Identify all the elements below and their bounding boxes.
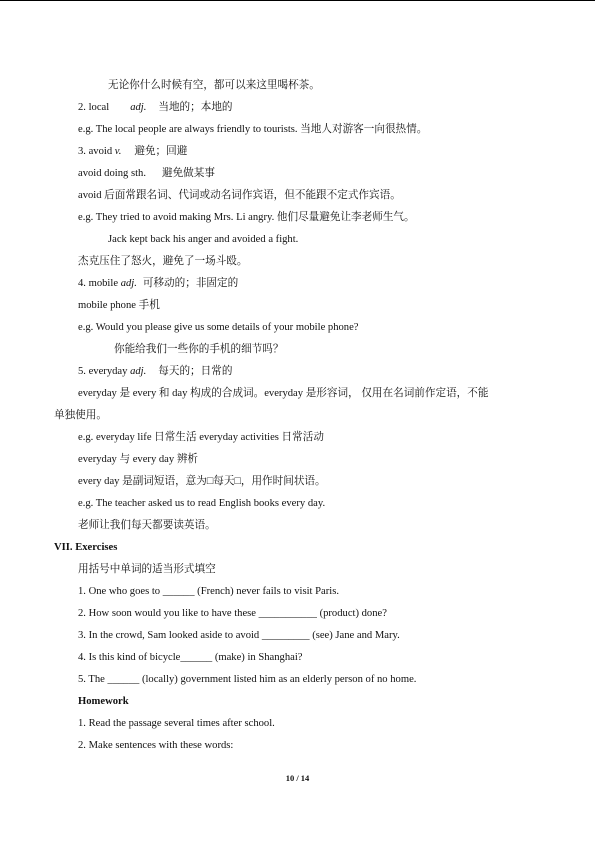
exercise-item: 2. How soon would you like to have these ___________ (product) done?	[78, 608, 387, 619]
homework-item: 1. Read the passage several times after school.	[78, 718, 275, 729]
example-sentence: e.g. Would you please give us some details of your mobile phone?	[78, 322, 359, 333]
phrase-meaning: 避免做某事	[161, 168, 215, 179]
part-of-speech: v.	[114, 146, 122, 157]
exercise-item: 5. The ______ (locally) government listed him as an elderly person of no home.	[78, 674, 417, 685]
example-sentence: e.g. The teacher asked us to read English books every day.	[78, 498, 326, 509]
example-translation: 杰克压住了怒火，避免了一场斗殴。	[78, 256, 248, 267]
phrase: avoid doing sth.	[78, 168, 146, 179]
usage-note: everyday 是 every 和 day 构成的合成词。everyday 是形容词， 仅用在名词前作定语，不能	[78, 388, 489, 399]
phrase-line: mobile phone 手机	[78, 300, 160, 311]
definition: 可移动的；非固定的	[142, 278, 239, 289]
example-phrases: e.g. everyday life 日常生活 everyday activities 日常活动	[78, 432, 324, 443]
homework-item: 2. Make sentences with these words:	[78, 740, 234, 751]
homework-heading: Homework	[78, 696, 129, 707]
vocab-entry-local	[78, 101, 233, 114]
exercise-item: 4. Is this kind of bicycle______ (make) in Shanghai?	[78, 652, 303, 663]
example-sentence: Jack kept back his anger and avoided a fight.	[108, 234, 299, 245]
example-sentence: e.g. They tried to avoid making Mrs. Li angry. 他们尽量避免让李老师生气。	[78, 212, 415, 223]
phrase-line	[78, 167, 215, 180]
top-rule	[0, 0, 595, 1]
example-translation: 老师让我们每天都要读英语。	[78, 520, 216, 531]
part-of-speech: adj.	[130, 102, 147, 113]
vocab-entry-mobile	[78, 277, 238, 290]
vocab-entry-everyday	[78, 365, 232, 378]
headword: 3. avoid	[78, 146, 113, 157]
page-number: 10 / 14	[285, 773, 310, 783]
exercise-item: 1. One who goes to ______ (French) never fails to visit Paris.	[78, 586, 339, 597]
usage-note-continued: 单独使用。	[54, 410, 107, 421]
exercise-instruction: 用括号中单词的适当形式填空	[78, 564, 216, 575]
usage-note: avoid 后面常跟名词、代词或动名词作宾语，但不能跟不定式作宾语。	[78, 190, 401, 201]
part-of-speech: adj.	[120, 278, 137, 289]
definition: 当地的；本地的	[158, 102, 233, 113]
exercise-item: 3. In the crowd, Sam looked aside to avoid _________ (see) Jane and Mary.	[78, 630, 400, 641]
part-of-speech: adj.	[130, 366, 147, 377]
headword: 2. local	[78, 102, 110, 113]
comparison-heading: everyday 与 every day 辨析	[78, 454, 199, 465]
section-heading-exercises: VII. Exercises	[54, 542, 118, 553]
headword: 5. everyday	[78, 366, 128, 377]
example-sentence: e.g. The local people are always friendly to tourists. 当地人对游客一向很热情。	[78, 124, 428, 135]
headword: 4. mobile	[78, 278, 119, 289]
definition: 每天的；日常的	[158, 366, 233, 377]
vocab-entry-avoid	[78, 145, 187, 158]
definition: 避免；回避	[134, 146, 188, 157]
usage-note: every day 是副词短语，意为□每天□，用作时间状语。	[78, 476, 326, 487]
example-translation: 你能给我们一些你的手机的细节吗？	[114, 344, 284, 355]
example-translation: 无论你什么时候有空，都可以来这里喝杯茶。	[108, 80, 320, 91]
